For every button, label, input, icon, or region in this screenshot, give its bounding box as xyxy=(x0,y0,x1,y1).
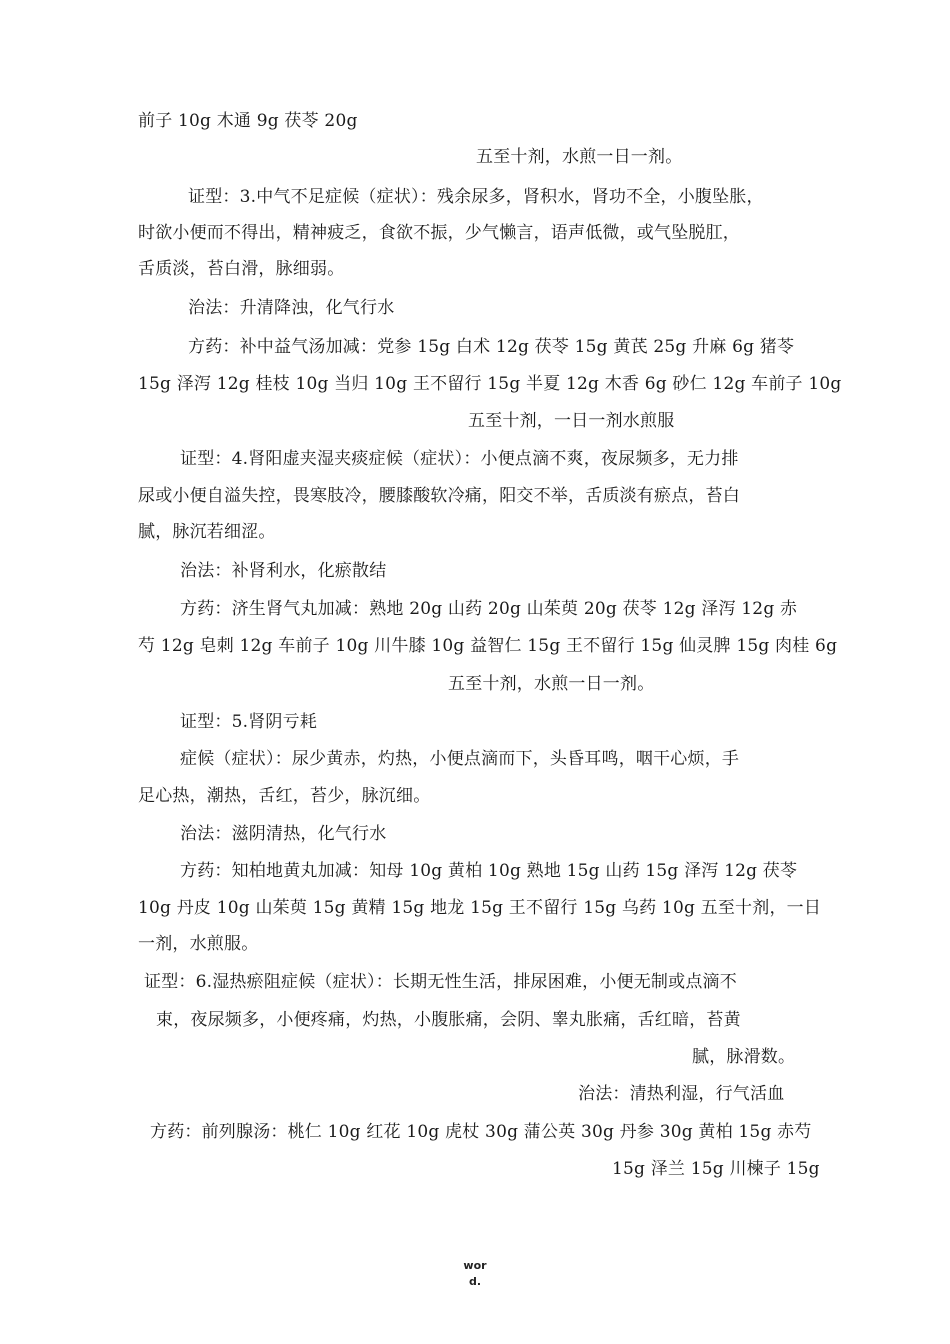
text-line: 证型：3.中气不足症候（症状）：残余尿多，肾积水，肾功不全，小腹坠胀， xyxy=(188,187,764,207)
text-line: 治法：补肾利水，化瘀散结 xyxy=(180,561,387,581)
text-line: 芍 12g 皂刺 12g 车前子 10g 川牛膝 10g 益智仁 15g 王不留行 15g 仙灵脾 15g 肉桂 6g xyxy=(138,636,838,656)
text-line: 一剂，水煎服。 xyxy=(138,934,259,954)
text-line: 腻，脉沉若细涩。 xyxy=(138,522,276,542)
text-line: 方药：前列腺汤：桃仁 10g 红花 10g 虎杖 30g 蒲公英 30g 丹参 30g 黄柏 15g 赤芍 xyxy=(150,1122,812,1142)
text-line: 舌质淡，苔白滑，脉细弱。 xyxy=(138,259,345,279)
text-line: 五至十剂，水煎一日一剂。 xyxy=(476,147,683,167)
footer-text: d. xyxy=(468,1275,482,1288)
text-line: 证型：5.肾阴亏耗 xyxy=(180,712,318,732)
text-line: 治法：清热利湿，行气活血 xyxy=(578,1084,785,1104)
text-line: 五至十剂，一日一剂水煎服 xyxy=(468,411,675,431)
text-line: 治法：升清降浊，化气行水 xyxy=(188,298,395,318)
text-line: 足心热，潮热，舌红，苔少，脉沉细。 xyxy=(138,786,431,806)
text-line: 方药：济生肾气丸加减：熟地 20g 山药 20g 山茱萸 20g 茯苓 12g 泽泻 12g 赤 xyxy=(180,599,798,619)
text-line: 前子 10g 木通 9g 茯苓 20g xyxy=(138,111,358,131)
text-line: 束，夜尿频多，小便疼痛，灼热，小腹胀痛，会阴、睾丸胀痛，舌红暗，苔黄 xyxy=(156,1010,741,1030)
text-line: 腻，脉滑数。 xyxy=(692,1047,796,1067)
footer-text: wor xyxy=(463,1259,487,1272)
text-line: 15g 泽泻 12g 桂枝 10g 当归 10g 王不留行 15g 半夏 12g 木香 6g 砂仁 12g 车前子 10g xyxy=(138,374,842,394)
text-line: 证型：4.肾阳虚夹湿夹痰症候（症状）：小便点滴不爽，夜尿频多，无力排 xyxy=(180,449,739,469)
text-line: 时欲小便而不得出，精神疲乏，食欲不振，少气懒言，语声低微，或气坠脱肛， xyxy=(138,223,740,243)
text-line: 方药：知柏地黄丸加减：知母 10g 黄柏 10g 熟地 15g 山药 15g 泽泻 12g 茯苓 xyxy=(180,861,798,881)
text-line: 方药：补中益气汤加减：党参 15g 白术 12g 茯苓 15g 黄芪 25g 升麻 6g 猪苓 xyxy=(188,337,795,357)
text-line: 五至十剂，水煎一日一剂。 xyxy=(448,674,655,694)
text-line: 10g 丹皮 10g 山茱萸 15g 黄精 15g 地龙 15g 王不留行 15g 乌药 10g 五至十剂，一日 xyxy=(138,898,822,918)
text-line: 15g 泽兰 15g 川楝子 15g xyxy=(612,1159,820,1179)
text-line: 症候（症状）：尿少黄赤，灼热，小便点滴而下，头昏耳鸣，咽干心烦，手 xyxy=(180,749,740,769)
text-line: 治法：滋阴清热，化气行水 xyxy=(180,824,387,844)
text-line: 证型：6.湿热瘀阻症候（症状）：长期无性生活，排尿困难，小便无制或点滴不 xyxy=(144,972,737,992)
text-line: 尿或小便自溢失控，畏寒肢冷，腰膝酸软冷痛，阳交不举，舌质淡有瘀点，苔白 xyxy=(138,486,740,506)
